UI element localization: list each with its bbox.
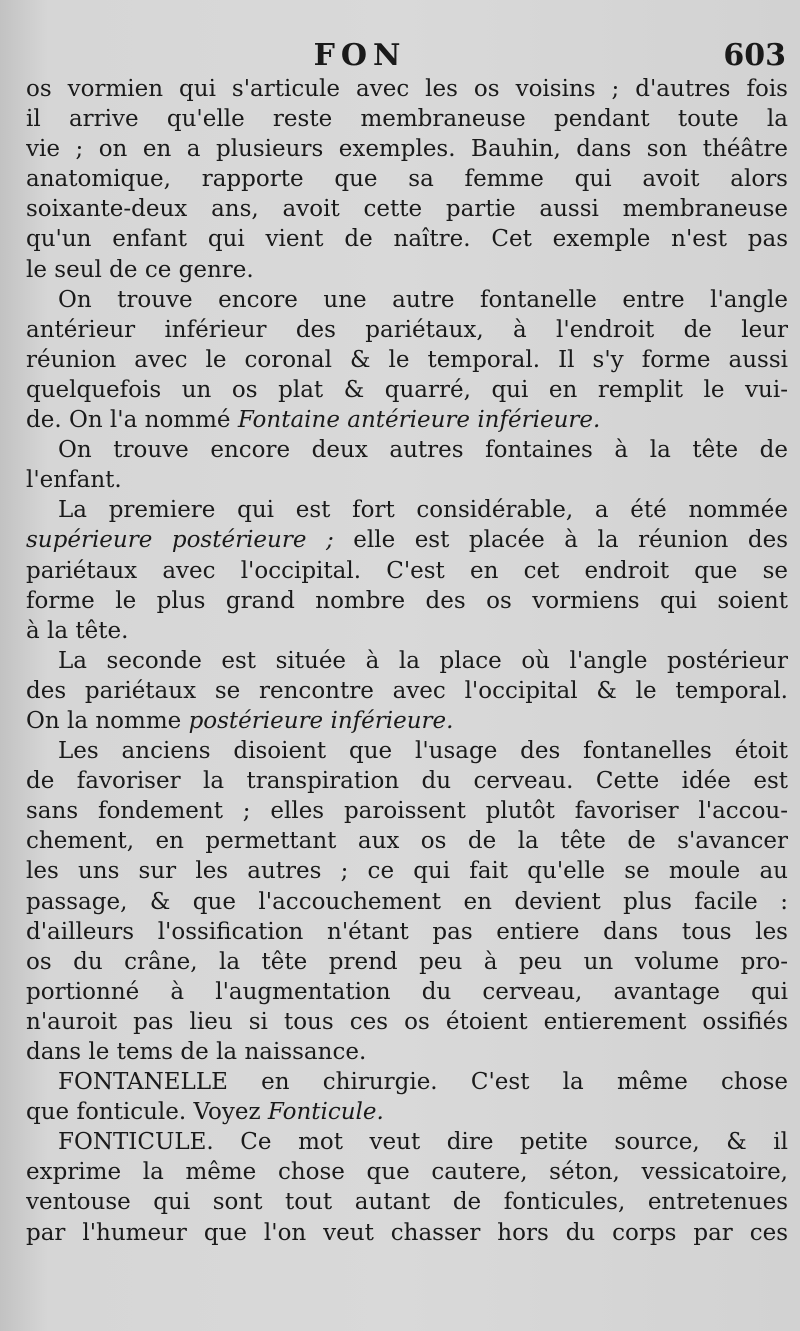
line-text: portionné à l'augmentation du cerveau, avantage qui [26,978,788,1005]
text-line [26,285,788,315]
text-line [26,495,788,525]
running-header [0,38,800,78]
line-text: le seul de ce genre. [26,256,254,283]
text-line [26,224,788,254]
italic-term: supérieure postérieure ; [26,527,334,554]
line-text: exprime la même chose que cautere, séton, vessicatoire, [26,1159,788,1186]
text-line [26,766,788,796]
line-text: par l'humeur que l'on veut chasser hors du corps par ces [26,1219,788,1246]
text-line [26,255,788,285]
text-line [26,194,788,224]
text-line [26,435,788,465]
line-text: de. On l'a nommé [26,407,238,434]
text-line [26,405,788,435]
line-text: il arrive qu'elle reste membraneuse pendant toute la [26,106,788,133]
line-text: chement, en permettant aux os de la tête de s'avancer [26,828,788,855]
line-text: qu'un enfant qui vient de naître. Cet exemple n'est pas [26,226,788,253]
text-line [26,977,788,1007]
text-line [26,74,788,104]
text-line [26,826,788,856]
text-line [26,887,788,917]
line-text: forme le plus grand nombre des os vormiens qui soient [26,587,788,614]
line-text: On trouve encore deux autres fontaines à la tête de [58,437,788,464]
text-line [26,616,788,646]
text-line [26,796,788,826]
line-text: pariétaux avec l'occipital. C'est en cet endroit que se [26,557,788,584]
line-text: sans fondement ; elles paroissent plutôt favoriser l'accou- [26,798,788,825]
italic-term: Fonticule. [267,1099,384,1126]
line-text: FONTICULE. Ce mot veut dire petite source, & il [58,1129,788,1156]
line-text: n'auroit pas lieu si tous ces os étoient entierement ossifiés [26,1008,788,1035]
text-line [26,1037,788,1067]
page-number: 603 [723,38,786,73]
line-text: quelquefois un os plat & quarré, qui en remplit le vui- [26,376,788,403]
line-text: FONTANELLE en chirurgie. C'est la même chose [58,1069,788,1096]
line-text: les uns sur les autres ; ce qui fait qu'elle se moule au [26,858,788,885]
line-text: La premiere qui est fort considérable, a été nommée [58,497,788,524]
text-line [26,1127,788,1157]
line-text: La seconde est située à la place où l'angle postérieur [58,647,788,674]
text-line [26,706,788,736]
line-text: dans le tems de la naissance. [26,1039,367,1065]
line-text: de favoriser la transpiration du cerveau. Cette idée est [26,768,788,795]
text-line [26,465,788,495]
text-line [26,1007,788,1037]
italic-term: postérieure inférieure. [188,707,454,734]
body-text [26,74,788,1248]
line-text: à la tête. [26,617,129,644]
text-line [26,736,788,766]
line-text: passage, & que l'accouchement en devient plus facile : [26,888,788,915]
line-text: soixante-deux ans, avoit cette partie aussi membraneuse [26,196,788,223]
text-line [26,164,788,194]
text-line [26,556,788,586]
text-line [26,947,788,977]
text-line [26,856,788,886]
text-line [26,345,788,375]
text-line [26,1218,788,1248]
text-line [26,646,788,676]
line-text: d'ailleurs l'ossification n'étant pas entiere dans tous les [26,918,788,945]
line-text: des pariétaux se rencontre avec l'occipital & le temporal. [26,677,788,704]
line-text: On la nomme [26,707,189,734]
line-text: ventouse qui sont tout autant de fonticules, entretenues [26,1189,788,1216]
text-line [26,315,788,345]
line-text: réunion avec le coronal & le temporal. Il s'y forme aussi [26,346,788,373]
text-line [26,104,788,134]
text-line [26,134,788,164]
line-text: Les anciens disoient que l'usage des fontanelles étoit [58,738,788,765]
line-text: vie ; on en a plusieurs exemples. Bauhin, dans son théâtre [26,136,788,163]
text-line [26,1067,788,1097]
text-line [26,1097,788,1127]
text-line [26,676,788,706]
text-line [26,586,788,616]
text-line [26,1157,788,1187]
line-text: l'enfant. [26,467,122,494]
line-text: On trouve encore une autre fontanelle entre l'angle [58,286,788,313]
line-text: antérieur inférieur des pariétaux, à l'endroit de leur [26,316,788,343]
line-text: os du crâne, la tête prend peu à peu un volume pro- [26,948,788,975]
running-title: FON [313,38,407,73]
line-text: anatomique, rapporte que sa femme qui avoit alors [26,166,788,193]
italic-term: Fontaine antérieure inférieure. [237,407,601,434]
line-text: que fonticule. Voyez [26,1099,268,1126]
text-line [26,375,788,405]
line-text: os vormien qui s'articule avec les os voisins ; d'autres fois [26,76,788,102]
text-line [26,1187,788,1217]
text-line [26,525,788,555]
line-text: elle est placée à la réunion des [333,527,788,554]
text-line [26,917,788,947]
